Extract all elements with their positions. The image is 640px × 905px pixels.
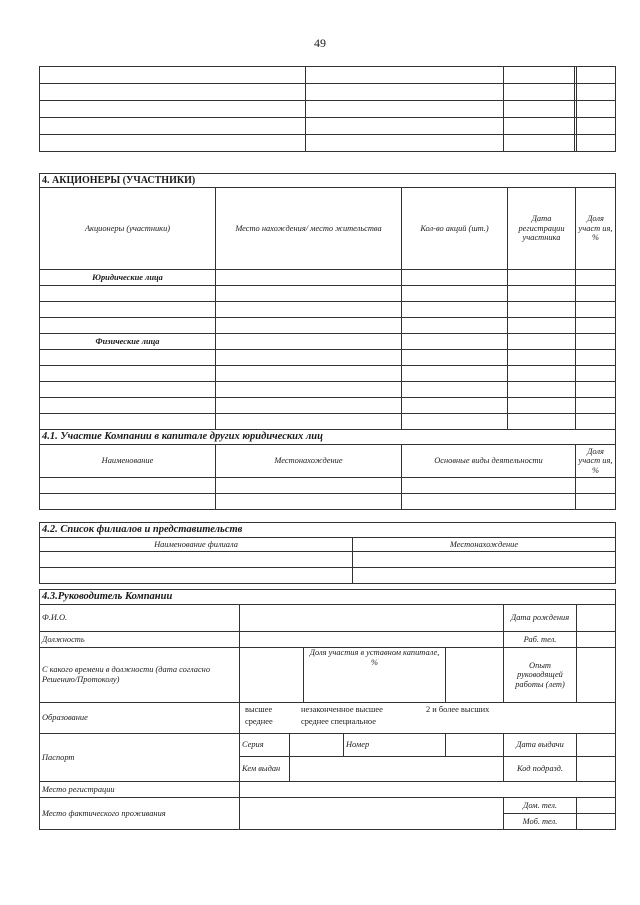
- cell[interactable]: [402, 494, 576, 510]
- edu-secondary[interactable]: среднее: [245, 717, 273, 726]
- section-42-title: 4.2. Список филиалов и представительств: [40, 523, 616, 538]
- cell[interactable]: [576, 302, 616, 318]
- cell[interactable]: [576, 366, 616, 382]
- passport-label: Паспорт: [40, 734, 240, 782]
- actual-residence-field[interactable]: [240, 798, 504, 830]
- cell[interactable]: [576, 270, 616, 286]
- cell[interactable]: [306, 101, 504, 118]
- col-header-location: Местонахождение: [216, 445, 402, 478]
- cell[interactable]: [40, 302, 216, 318]
- cell[interactable]: [402, 350, 508, 366]
- cell[interactable]: [508, 382, 576, 398]
- cell[interactable]: [40, 478, 216, 494]
- cell[interactable]: [402, 302, 508, 318]
- branches-table: [39, 522, 616, 584]
- cell[interactable]: [576, 286, 616, 302]
- cell[interactable]: [504, 84, 575, 101]
- cell[interactable]: [508, 414, 576, 430]
- cell[interactable]: [402, 366, 508, 382]
- birth-date-field[interactable]: [577, 605, 616, 632]
- cell[interactable]: [402, 382, 508, 398]
- cell[interactable]: [216, 366, 402, 382]
- cell[interactable]: [40, 568, 353, 584]
- dept-code-label: Код подразд.: [504, 757, 577, 782]
- cell[interactable]: [577, 101, 616, 118]
- cell[interactable]: [402, 318, 508, 334]
- mobile-phone-label: Моб. тел.: [504, 814, 577, 830]
- page-number: 49: [314, 36, 326, 50]
- cell[interactable]: [577, 67, 616, 84]
- cell[interactable]: [504, 118, 575, 135]
- number-field[interactable]: [446, 734, 504, 757]
- issue-date-field[interactable]: [577, 734, 616, 757]
- fio-label: Ф.И.О.: [40, 605, 240, 632]
- cell[interactable]: [40, 84, 306, 101]
- work-phone-label: Раб. тел.: [504, 632, 577, 648]
- share-capital-field[interactable]: [446, 648, 504, 703]
- cell[interactable]: [40, 118, 306, 135]
- cell[interactable]: [40, 318, 216, 334]
- education-options[interactable]: [240, 703, 616, 734]
- section-41-title: 4.1. Участие Компании в капитале других юридических лиц: [40, 430, 616, 445]
- experience-field[interactable]: [577, 648, 616, 703]
- cell[interactable]: [402, 414, 508, 430]
- shareholders-table: [39, 173, 616, 510]
- col-header-share: Доля участ ия, %: [576, 188, 616, 270]
- cell[interactable]: [402, 478, 576, 494]
- cell[interactable]: [504, 135, 575, 152]
- cell[interactable]: [504, 101, 575, 118]
- cell[interactable]: [306, 135, 504, 152]
- cell[interactable]: [216, 318, 402, 334]
- education-label: Образование: [40, 703, 240, 734]
- cell[interactable]: [508, 302, 576, 318]
- cell[interactable]: [216, 398, 402, 414]
- edu-two-higher[interactable]: 2 и более высших: [426, 705, 490, 714]
- home-phone-field[interactable]: [577, 798, 616, 814]
- cell[interactable]: [508, 350, 576, 366]
- cell[interactable]: [402, 286, 508, 302]
- cell[interactable]: [40, 101, 306, 118]
- number-label: Номер: [344, 734, 446, 757]
- cell[interactable]: [576, 382, 616, 398]
- col-header-activities: Основные виды деятельности: [402, 445, 576, 478]
- issued-by-field[interactable]: [290, 757, 504, 782]
- cell[interactable]: [508, 334, 576, 350]
- dept-code-field[interactable]: [577, 757, 616, 782]
- col-header-shareholders: Акционеры (участники): [40, 188, 216, 270]
- series-field[interactable]: [290, 734, 344, 757]
- edu-incomplete-higher[interactable]: незаконченное высшее: [301, 705, 383, 714]
- issued-by-label: Кем выдан: [240, 757, 290, 782]
- cell[interactable]: [402, 398, 508, 414]
- cell[interactable]: [216, 286, 402, 302]
- mobile-phone-field[interactable]: [577, 814, 616, 830]
- fio-field[interactable]: [240, 605, 504, 632]
- cell[interactable]: [216, 270, 402, 286]
- cell[interactable]: [216, 414, 402, 430]
- cell[interactable]: [40, 494, 216, 510]
- cell[interactable]: [40, 552, 353, 568]
- cell[interactable]: [504, 67, 575, 84]
- cell[interactable]: [216, 494, 402, 510]
- cell[interactable]: [40, 135, 306, 152]
- cell[interactable]: [508, 318, 576, 334]
- home-phone-label: Дом. тел.: [504, 798, 577, 814]
- cell[interactable]: [216, 382, 402, 398]
- cell[interactable]: [40, 398, 216, 414]
- registration-place-field[interactable]: [240, 782, 616, 798]
- since-when-label: С какого времени в должности (дата согласно Решению/Протоколу): [40, 648, 240, 703]
- cell[interactable]: [216, 350, 402, 366]
- cell[interactable]: [576, 478, 616, 494]
- cell[interactable]: [576, 350, 616, 366]
- cell[interactable]: [576, 494, 616, 510]
- individuals-label: Физические лица: [40, 334, 216, 350]
- cell[interactable]: [508, 398, 576, 414]
- cell[interactable]: [216, 302, 402, 318]
- col-header-shares: Кол-во акций (шт.): [402, 188, 508, 270]
- position-label: Должность: [40, 632, 240, 648]
- col-header-name: Наименование: [40, 445, 216, 478]
- cell[interactable]: [577, 118, 616, 135]
- cell[interactable]: [576, 414, 616, 430]
- edu-higher[interactable]: высшее: [245, 705, 273, 714]
- director-table: [39, 589, 616, 830]
- cell[interactable]: [40, 414, 216, 430]
- cell[interactable]: [40, 382, 216, 398]
- position-field[interactable]: [240, 632, 504, 648]
- share-capital-label: Доля участия в уставном капитале, %: [304, 648, 446, 703]
- col-header-reg-date: Дата регистрации участника: [508, 188, 576, 270]
- cell[interactable]: [216, 478, 402, 494]
- section-43-title: 4.3.Руководитель Компании: [40, 590, 616, 605]
- cell[interactable]: [40, 67, 306, 84]
- section-4-title: 4. АКЦИОНЕРЫ (УЧАСТНИКИ): [40, 174, 616, 188]
- work-phone-field[interactable]: [577, 632, 616, 648]
- col-header-share: Доля участ ия, %: [576, 445, 616, 478]
- series-label: Серия: [240, 734, 290, 757]
- cell[interactable]: [508, 270, 576, 286]
- cell[interactable]: [576, 334, 616, 350]
- cell[interactable]: [402, 334, 508, 350]
- cell[interactable]: [508, 366, 576, 382]
- registration-place-label: Место регистрации: [40, 782, 240, 798]
- cell[interactable]: [353, 552, 616, 568]
- cell[interactable]: [40, 350, 216, 366]
- birth-date-label: Дата рождения: [504, 605, 577, 632]
- cell[interactable]: [576, 398, 616, 414]
- cell[interactable]: [402, 270, 508, 286]
- col-header-location: Место нахождения/ место жительства: [216, 188, 402, 270]
- cell[interactable]: [306, 118, 504, 135]
- col-header-branch-name: Наименование филиала: [40, 538, 353, 552]
- experience-label: Опыт руководящей работы (лет): [504, 648, 577, 703]
- cell[interactable]: [40, 286, 216, 302]
- col-header-branch-location: Местонахождение: [353, 538, 616, 552]
- edu-secondary-special[interactable]: среднее специальное: [301, 717, 376, 726]
- cell[interactable]: [306, 84, 504, 101]
- cell[interactable]: [353, 568, 616, 584]
- issue-date-label: Дата выдачи: [504, 734, 577, 757]
- since-when-field[interactable]: [240, 648, 304, 703]
- actual-residence-label: Место фактического проживания: [40, 798, 240, 830]
- cell[interactable]: [576, 318, 616, 334]
- cell[interactable]: [40, 366, 216, 382]
- cell[interactable]: [508, 286, 576, 302]
- continuation-table: [39, 66, 616, 152]
- legal-entities-label: Юридические лица: [40, 270, 216, 286]
- cell[interactable]: [577, 135, 616, 152]
- cell[interactable]: [216, 334, 402, 350]
- cell[interactable]: [306, 67, 504, 84]
- cell[interactable]: [577, 84, 616, 101]
